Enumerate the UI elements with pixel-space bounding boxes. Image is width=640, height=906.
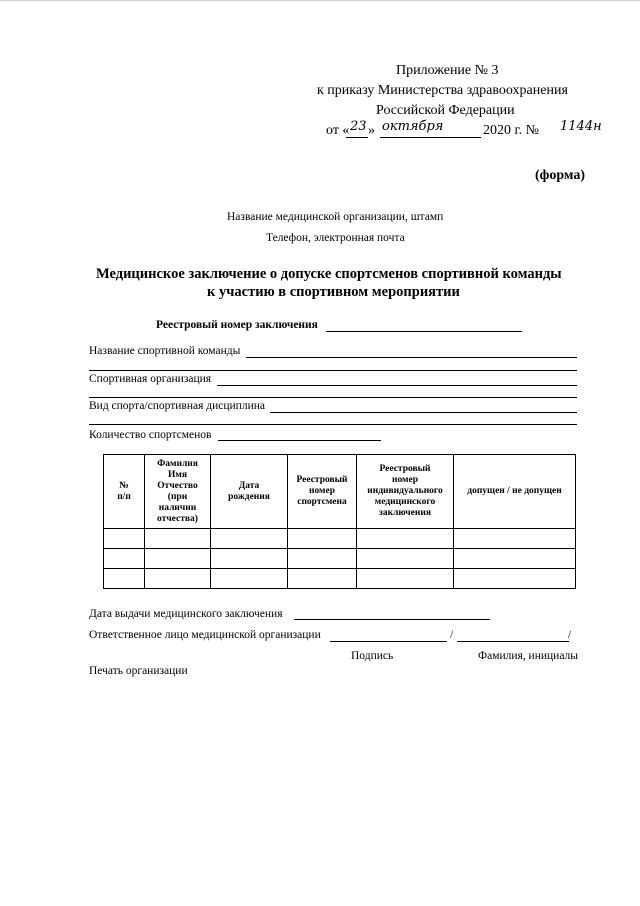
table-row xyxy=(104,529,576,549)
table-row xyxy=(104,569,576,589)
org-name-label: Название медицинской организации, штамп xyxy=(227,211,444,223)
cell[interactable] xyxy=(454,549,576,569)
col-conclusion-registry: Реестровый номер индивидуального медицинского заключения xyxy=(357,455,454,529)
cell[interactable] xyxy=(357,529,454,549)
cell[interactable] xyxy=(211,569,288,589)
cell[interactable] xyxy=(104,569,145,589)
cell[interactable] xyxy=(145,569,211,589)
sport-org-label: Спортивная организация xyxy=(89,373,212,385)
slash: / xyxy=(450,629,454,641)
stamp-label: Печать организации xyxy=(89,665,188,677)
signature-field[interactable] xyxy=(330,641,447,642)
date-mid: » xyxy=(368,123,375,138)
issue-date-label: Дата выдачи медицинского заключения xyxy=(89,608,283,620)
count-label: Количество спортсменов xyxy=(89,429,212,441)
col-number: № п/п xyxy=(104,455,145,529)
cell[interactable] xyxy=(288,569,357,589)
cell[interactable] xyxy=(288,549,357,569)
cell[interactable] xyxy=(145,529,211,549)
team-field[interactable] xyxy=(246,357,577,358)
name-field[interactable] xyxy=(457,641,569,642)
cell[interactable] xyxy=(104,549,145,569)
registry-label: Реестровый номер заключения xyxy=(156,319,318,331)
signature-caption: Подпись xyxy=(351,650,394,662)
responsible-label: Ответственное лицо медицинской организации xyxy=(89,629,321,641)
title-line2: к участию в спортивном мероприятии xyxy=(207,284,460,300)
title-line1: Медицинское заключение о допуске спортсменов спортивной команды xyxy=(96,266,562,282)
date-day: 23 xyxy=(350,119,367,134)
slash-end: / xyxy=(568,629,572,641)
form-label: (форма) xyxy=(535,168,586,183)
order-ref: к приказу Министерства здравоохранения xyxy=(317,83,568,98)
table-row xyxy=(104,549,576,569)
cell[interactable] xyxy=(211,549,288,569)
col-birthdate: Дата рождения xyxy=(211,455,288,529)
athletes-table xyxy=(103,454,576,589)
sport-org-field[interactable] xyxy=(217,385,577,386)
registry-field[interactable] xyxy=(326,331,522,332)
sport-field[interactable] xyxy=(270,412,577,413)
count-field[interactable] xyxy=(218,440,381,441)
appendix-number: Приложение № 3 xyxy=(396,63,499,78)
org-contacts-label: Телефон, электронная почта xyxy=(266,232,405,244)
order-number: 1144н xyxy=(560,119,602,134)
date-month: октября xyxy=(382,119,444,134)
team-label: Название спортивной команды xyxy=(89,345,241,357)
cell[interactable] xyxy=(145,549,211,569)
name-caption: Фамилия, инициалы xyxy=(478,650,578,662)
cell[interactable] xyxy=(288,529,357,549)
cell[interactable] xyxy=(454,529,576,549)
ministry-country: Российской Федерации xyxy=(376,103,515,118)
cell[interactable] xyxy=(211,529,288,549)
cell[interactable] xyxy=(454,569,576,589)
table-header-row xyxy=(104,455,576,529)
col-admitted: допущен / не допущен xyxy=(454,455,576,529)
cell[interactable] xyxy=(357,569,454,589)
cell[interactable] xyxy=(104,529,145,549)
col-fio: Фамилия Имя Отчество (при наличии отчества) xyxy=(145,455,211,529)
date-prefix: от « xyxy=(326,123,350,138)
year-label: 2020 г. № xyxy=(483,123,540,138)
col-athlete-registry: Реестровый номер спортсмена xyxy=(288,455,357,529)
cell[interactable] xyxy=(357,549,454,569)
sport-label: Вид спорта/спортивная дисциплина xyxy=(89,400,265,412)
issue-date-field[interactable] xyxy=(294,619,490,620)
